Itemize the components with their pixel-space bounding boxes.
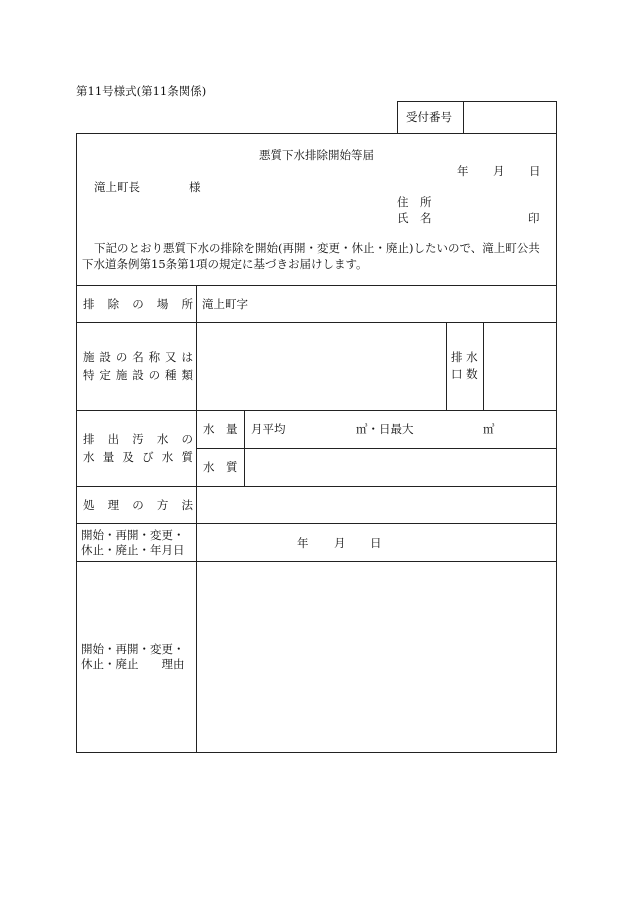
date-year-label: 年 <box>457 164 469 178</box>
start-date-label-2: 休止・廃止・年月日 <box>81 543 185 557</box>
form-number: 第11号様式(第11条関係) <box>76 84 207 98</box>
start-date-day: 日 <box>370 536 382 550</box>
addressee: 滝上町長 <box>94 180 140 194</box>
outlet-count-label-1: 排 水 <box>451 350 478 364</box>
start-date-month: 月 <box>334 536 346 550</box>
reason-label-1: 開始・再開・変更・ <box>81 642 185 656</box>
volume-label: 水 量 <box>203 422 238 436</box>
volume-unit: ㎥ <box>483 422 495 436</box>
date-day-label: 日 <box>529 164 541 178</box>
treatment-field[interactable] <box>198 488 554 521</box>
date-month-label: 月 <box>493 164 505 178</box>
address-label: 住 所 <box>397 195 432 209</box>
facility-name-field[interactable] <box>198 324 444 409</box>
name-field[interactable] <box>436 210 522 225</box>
volume-max-field[interactable] <box>416 414 480 444</box>
address-field[interactable] <box>436 194 548 209</box>
reason-label-2: 休止・廃止 理由 <box>81 657 185 671</box>
outlet-count-field[interactable] <box>485 324 555 409</box>
quality-label: 水 質 <box>203 460 238 474</box>
start-date-year: 年 <box>297 536 309 550</box>
quality-field[interactable] <box>246 450 554 484</box>
volume-monthly-avg-label: 月平均 <box>251 422 286 436</box>
volume-avg-field[interactable] <box>292 414 352 444</box>
name-label: 氏 名 <box>397 211 432 225</box>
volume-unit-daily-max: ㎥・日最大 <box>356 422 414 436</box>
seal-mark: 印 <box>528 211 540 225</box>
reason-field[interactable] <box>198 563 554 750</box>
start-date-field[interactable] <box>198 525 554 559</box>
notice-body-line-2: 下水道条例第15条第1項の規定に基づきお届けします。 <box>82 257 368 271</box>
form-title: 悪質下水排除開始等届 <box>259 148 374 162</box>
receipt-number-field[interactable] <box>464 102 556 133</box>
wastewater-label: 排 出 汚 水 の 水 量 及 び 水 質 <box>83 432 193 464</box>
facility-label: 施 設 の 名 称 又 は 特 定 施 設 の 種 類 <box>83 350 193 382</box>
start-date-label-1: 開始・再開・変更・ <box>81 528 185 542</box>
location-label: 排 除 の 場 所 <box>83 297 193 311</box>
notice-body-line-1: 下記のとおり悪質下水の排除を開始(再開・変更・休止・廃止)したいので、滝上町公共 <box>94 241 540 255</box>
location-value[interactable]: 滝上町字 <box>202 297 248 311</box>
treatment-label: 処 理 の 方 法 <box>83 498 193 512</box>
addressee-suffix: 様 <box>189 180 201 194</box>
outlet-count-label-2: 口 数 <box>451 367 478 381</box>
receipt-number-label: 受付番号 <box>406 110 452 124</box>
